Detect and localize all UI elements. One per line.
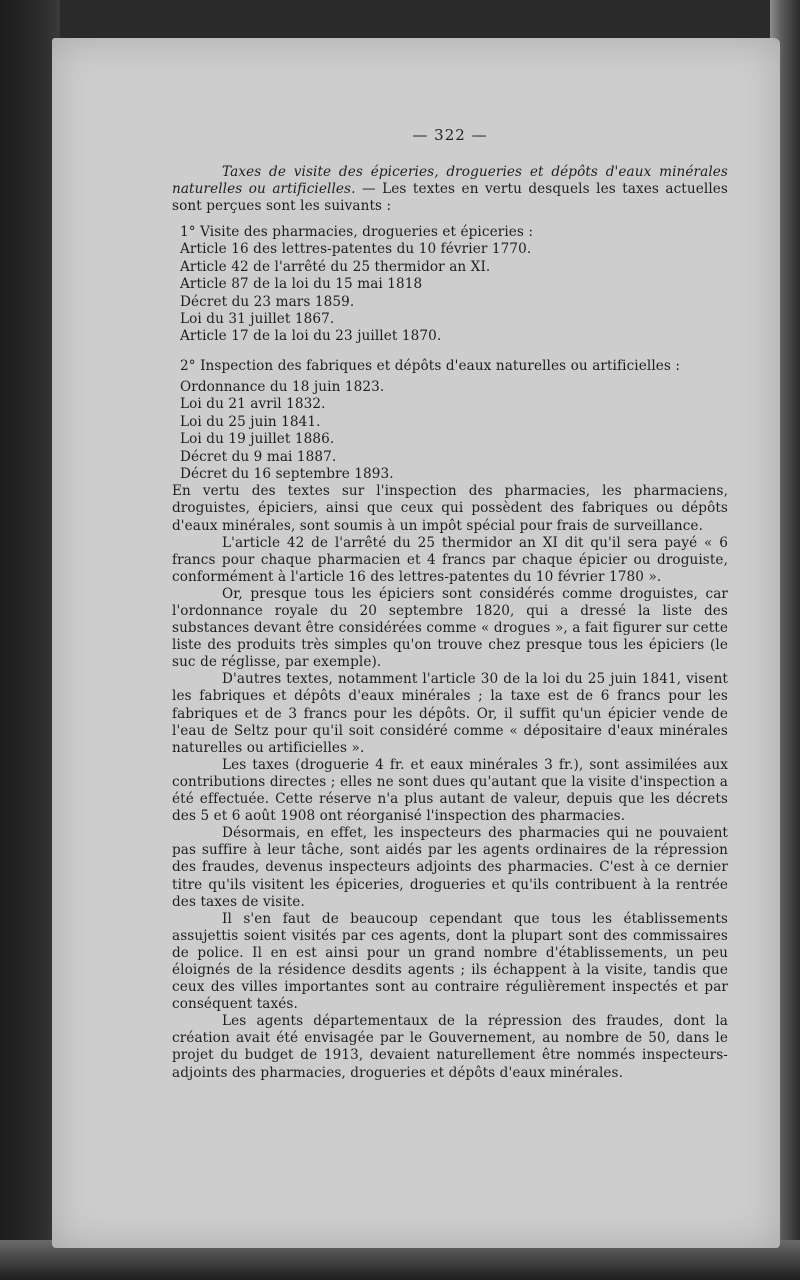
page-number: — 322 — bbox=[412, 126, 488, 144]
body-paragraph: D'autres textes, notamment l'article 30 de la loi du 25 juin 1841, visent les fabriques et dépôts d'eaux minérales ; la taxe est de 6 francs pour les fabriques et de 3 francs pour les dépôts. Or, il suffit qu'un épicier vende de l'eau de Seltz pour qu'il soit considéré comme « dépositaire d'eaux minérales naturelles ou artificielles ». bbox=[172, 671, 728, 756]
document-body bbox=[172, 150, 728, 1082]
intro-text: — Les textes en vertu desquels les taxes actuelles sont perçues sont les suivants : bbox=[172, 181, 728, 215]
section2-list bbox=[172, 379, 728, 483]
body-paragraph: Désormais, en effet, les inspecteurs des pharmacies qui ne pouvaient pas suffire à leur tâche, sont aidés par les agents ordinaires de la répression des fraudes, devenus inspecteurs adjoints des pharmacies. C'est à ce dernier titre qu'ils visitent les épiceries, drogueries et qu'ils contribuent à la rentrée des taxes de visite. bbox=[172, 825, 728, 910]
body-paragraph: En vertu des textes sur l'inspection des pharmacies, les pharmaciens, droguistes, épiciers, ainsi que ceux qui possèdent des fabriques ou dépôts d'eaux minérales, sont soumis à un impôt spécial pour frais de surveillance. bbox=[172, 483, 728, 534]
body-paragraph: L'article 42 de l'arrêté du 25 thermidor an XI dit qu'il sera payé « 6 francs pour chaque pharmacien et 4 francs par chaque épicier ou droguiste, conformément à l'article 16 des lettres-patentes du 10 février 1780 ». bbox=[172, 534, 728, 585]
list-item: Article 42 de l'arrêté du 25 thermidor an XI. bbox=[180, 258, 491, 275]
body-paragraph: Il s'en faut de beaucoup cependant que tous les établissements assujettis soient visités par ces agents, dont la plupart sont des commissaires de police. Il en est ainsi pour un grand nombre d'établissements, un peu éloignés de la résidence desdits agents ; ils échappent à la visite, tandis que ceux des villes importantes sont au contraire régulièrement inspectés et par conséquent taxés. bbox=[172, 910, 728, 1013]
list-item: Loi du 31 juillet 1867. bbox=[180, 311, 335, 327]
list-item: Article 87 de la loi du 15 mai 1818 bbox=[180, 276, 423, 293]
body-paragraph: Les agents départementaux de la répression des fraudes, dont la création avait été envisagée par le Gouvernement, au nombre de 50, dans le projet du budget de 1913, devaient naturellement être nommés inspecteurs-adjoints des pharmacies, drogueries et dépôts d'eaux minérales. bbox=[172, 1013, 728, 1081]
body-paragraph: Les taxes (droguerie 4 fr. et eaux minérales 3 fr.), sont assimilées aux contributions directes ; elles ne sont dues qu'autant que la visite d'inspection a été effectuée. Cette réserve n'a plus autant de valeur, depuis que les décrets des 5 et 6 août 1908 ont réorganisé l'inspection des pharmacies. bbox=[172, 756, 728, 825]
list-item: Article 17 de la loi du 23 juillet 1870. bbox=[180, 328, 442, 345]
section2-heading: 2° Inspection des fabriques et dépôts d'eaux naturelles ou artificielles : bbox=[180, 357, 681, 374]
list-item: Décret du 9 mai 1887. bbox=[180, 448, 337, 465]
scan-edge-left bbox=[0, 0, 60, 1280]
list-item: Loi du 25 juin 1841. bbox=[180, 413, 321, 430]
list-item: Ordonnance du 18 juin 1823. bbox=[180, 378, 385, 395]
list-item: Décret du 16 septembre 1893. bbox=[180, 465, 394, 482]
body-paragraph: Or, presque tous les épiciers sont considérés comme droguistes, car l'ordonnance royale du 20 septembre 1820, qui a dressé la liste des substances devant être considérées comme « drogues », a fait figurer sur cette liste des produits très simples qu'on trouve chez presque tous les épiciers (le suc de réglisse, par exemple). bbox=[172, 585, 728, 671]
intro-title: Taxes de visite des épiceries, drogueries et dépôts d'eaux minérales naturelles ou artificielles. bbox=[172, 164, 728, 198]
list-item: Décret du 23 mars 1859. bbox=[180, 293, 355, 310]
list-item: Loi du 21 avril 1832. bbox=[180, 396, 326, 413]
intro-paragraph bbox=[172, 164, 728, 215]
section1-list bbox=[172, 241, 728, 345]
list-item: Article 16 des lettres-patentes du 10 février 1770. bbox=[180, 241, 532, 258]
list-item: Loi du 19 juillet 1886. bbox=[180, 431, 335, 448]
section1-heading: 1° Visite des pharmacies, drogueries et épiceries : bbox=[180, 224, 534, 241]
